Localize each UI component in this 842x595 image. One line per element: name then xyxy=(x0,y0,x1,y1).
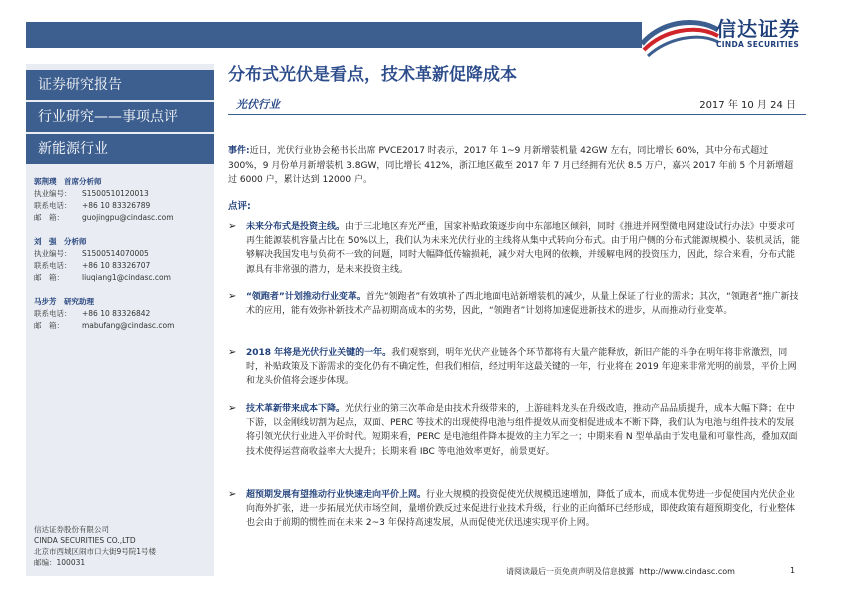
field-value: +86 10 83326789 xyxy=(82,201,151,210)
list-item xyxy=(228,346,800,389)
analyst-name: 刘 强 xyxy=(34,237,57,246)
email-link[interactable]: mabufang@cindasc.com xyxy=(82,321,175,330)
arrow-bullet-icon: ➢ xyxy=(228,403,237,414)
field-value: S1500514070005 xyxy=(82,249,149,258)
field-key: 联系电话： xyxy=(34,309,72,318)
bullet-text: 行业大规模的投资促使光伏规模迅速增加，降低了成本，而成本优势进一步促使国内光伏企业向海外扩张，进一步拓展光伏市场空间，量增价跌反过来促进行业技术升级，行业的正向循环已经形成，即使政策有超预期变化，行业整体也会由于前期的惯性而在未来 2~3 年保持高速发展，从而促使光伏迅速实现平价上网。 xyxy=(246,490,796,529)
email-link[interactable]: guojingpu@cindasc.com xyxy=(82,213,174,222)
field-value: +86 10 83326707 xyxy=(82,261,151,270)
analyst-card xyxy=(34,296,214,332)
company-address: 北京市西城区闹市口大街9号院1号楼 xyxy=(34,547,157,556)
report-date: 2017 年 10 月 24 日 xyxy=(699,100,796,111)
list-item xyxy=(228,488,800,531)
footer-disclaimer xyxy=(506,566,735,577)
analyst-card xyxy=(34,236,214,284)
bullet-heading: 超预期发展有望推动行业快速走向平价上网。 xyxy=(246,490,427,500)
event-text: 近日，光伏行业协会秘书长出席 PVCE2017 时表示，2017 年 1~9 月新增装机量 42GW 左右，同比增长 60%，其中分布式超过 300%，9 月份单月新增装机 3.8GW，同比增长 412%，浙江地区截至 2017 年 7 月已经拥有光伏 8.5 万户，嘉兴 2017 年前 5 个月新增超过 6000 户，累计达到 12000 户。 xyxy=(228,146,794,185)
disclaimer-text: 请阅读最后一页免责声明及信息披露 xyxy=(506,567,634,576)
field-key: 联系电话： xyxy=(34,201,72,210)
report-category-label: 行业研究——事项点评 xyxy=(26,102,214,132)
report-title: 分布式光伏是看点，技术革新促降成本 xyxy=(228,65,517,85)
report-type-label: 证券研究报告 xyxy=(26,70,214,100)
arrow-bullet-icon: ➢ xyxy=(228,347,237,358)
page-number: 1 xyxy=(790,566,796,575)
bullet-text: 我们观察到，明年光伏产业链各个环节都将有大量产能释放，新旧产能的斗争在明年将非常激烈，同时，补贴政策及下游需求的变化仍有不确定性，但我们相信，经过明年这最关键的一年，行业将在 2019 年迎来非常光明的前景，平价上网和龙头价值将会逐步体现。 xyxy=(246,348,797,387)
bullet-text: 由于三北地区弃光严重，国家补贴政策逐步向中东部地区倾斜，同时《推进并网型微电网建设试行办法》中要求可再生能源装机容量占比在 50%以上，我们认为未来光伏行业的主线将从集中式转向分布式。由于用户侧的分布式能源规模小、装机灵活，能够解决我国发电与负荷不一致的问题，同时大幅降低传输损耗，减少对大电网的依赖，并缓解电网的投资压力，因此，综合来看，分布式能源具有非常强的潜力，是未来投资主线。 xyxy=(246,222,800,275)
logo-swoosh-icon xyxy=(640,14,720,62)
comment-label: 点评: xyxy=(228,201,251,212)
analyst-title: 研究助理 xyxy=(64,297,94,306)
list-item xyxy=(228,402,800,459)
industry-label: 新能源行业 xyxy=(26,134,214,164)
event-label: 事件: xyxy=(228,146,250,156)
event-paragraph xyxy=(228,144,800,188)
bullet-text: 首先“领跑者”有效填补了西北地面电站新增装机的减少，从量上保证了行业的需求；其次，“领跑者”推广新技术的应用，能有效弥补新技术产品初期高成本的劣势，因此，“领跑者”计划将加速促进新技术的进步，从而推动行业变革。 xyxy=(246,292,799,317)
bullet-heading: “领跑者”计划推动行业变革。 xyxy=(246,292,366,302)
brand-logo xyxy=(716,18,816,50)
arrow-bullet-icon: ➢ xyxy=(228,291,237,302)
company-postcode: 邮编：100031 xyxy=(34,558,86,567)
bullet-heading: 技术革新带来成本下降。 xyxy=(246,404,346,414)
list-item xyxy=(228,220,800,277)
logo-cn: 信达证券 xyxy=(716,17,800,41)
field-value: S1500510120013 xyxy=(82,189,149,198)
list-item xyxy=(228,290,800,318)
field-key: 邮 箱： xyxy=(34,321,64,330)
field-key: 执业编号： xyxy=(34,189,72,198)
bullet-heading: 2018 年将是光伏行业关键的一年。 xyxy=(246,348,392,358)
analyst-card xyxy=(34,176,214,224)
company-name-cn: 信达证券股份有限公司 xyxy=(34,525,109,534)
company-name-en: CINDA SECURITIES CO.,LTD xyxy=(34,536,136,545)
company-info xyxy=(34,524,156,568)
field-key: 邮 箱： xyxy=(34,213,64,222)
analyst-title: 首席分析师 xyxy=(64,177,102,186)
website-link[interactable]: http://www.cindasc.com xyxy=(639,567,735,576)
bullet-text: 光伏行业的第三次革命是由技术升级带来的，上游硅料龙头在升级改造，推动产品品质提升，成本大幅下降；在中下游，以金刚线切割为起点，双面、PERC 等技术的出现使得电池与组件提效从而变相促进成本不断下降，我们认为电池与组件技术的发展将引领光伏行业进入平价时代。短期来看，PERC 是电池组件降本提效的主力军之一；中期来看 N 型单晶由于发电量和可靠性高，叠加双面技术使得运营商收益率大大提升；长期来看 IBC 等电池效率更好，前景更好。 xyxy=(246,404,798,457)
sector-row xyxy=(228,92,806,115)
field-key: 执业编号： xyxy=(34,249,72,258)
sidebar xyxy=(26,64,214,576)
analyst-name: 马步芳 xyxy=(34,297,57,306)
header-bar xyxy=(26,22,642,48)
bullet-heading: 未来分布式是投资主线。 xyxy=(246,222,346,232)
logo-en: CINDA SECURITIES xyxy=(716,40,800,49)
sector-name: 光伏行业 xyxy=(236,98,280,111)
email-link[interactable]: liuqiang1@cindasc.com xyxy=(82,273,171,282)
field-value: +86 10 83326842 xyxy=(82,309,151,318)
arrow-bullet-icon: ➢ xyxy=(228,489,237,500)
analyst-name: 郭荆璞 xyxy=(34,177,57,186)
field-key: 邮 箱： xyxy=(34,273,64,282)
arrow-bullet-icon: ➢ xyxy=(228,221,237,232)
field-key: 联系电话： xyxy=(34,261,72,270)
analyst-title: 分析师 xyxy=(64,237,87,246)
